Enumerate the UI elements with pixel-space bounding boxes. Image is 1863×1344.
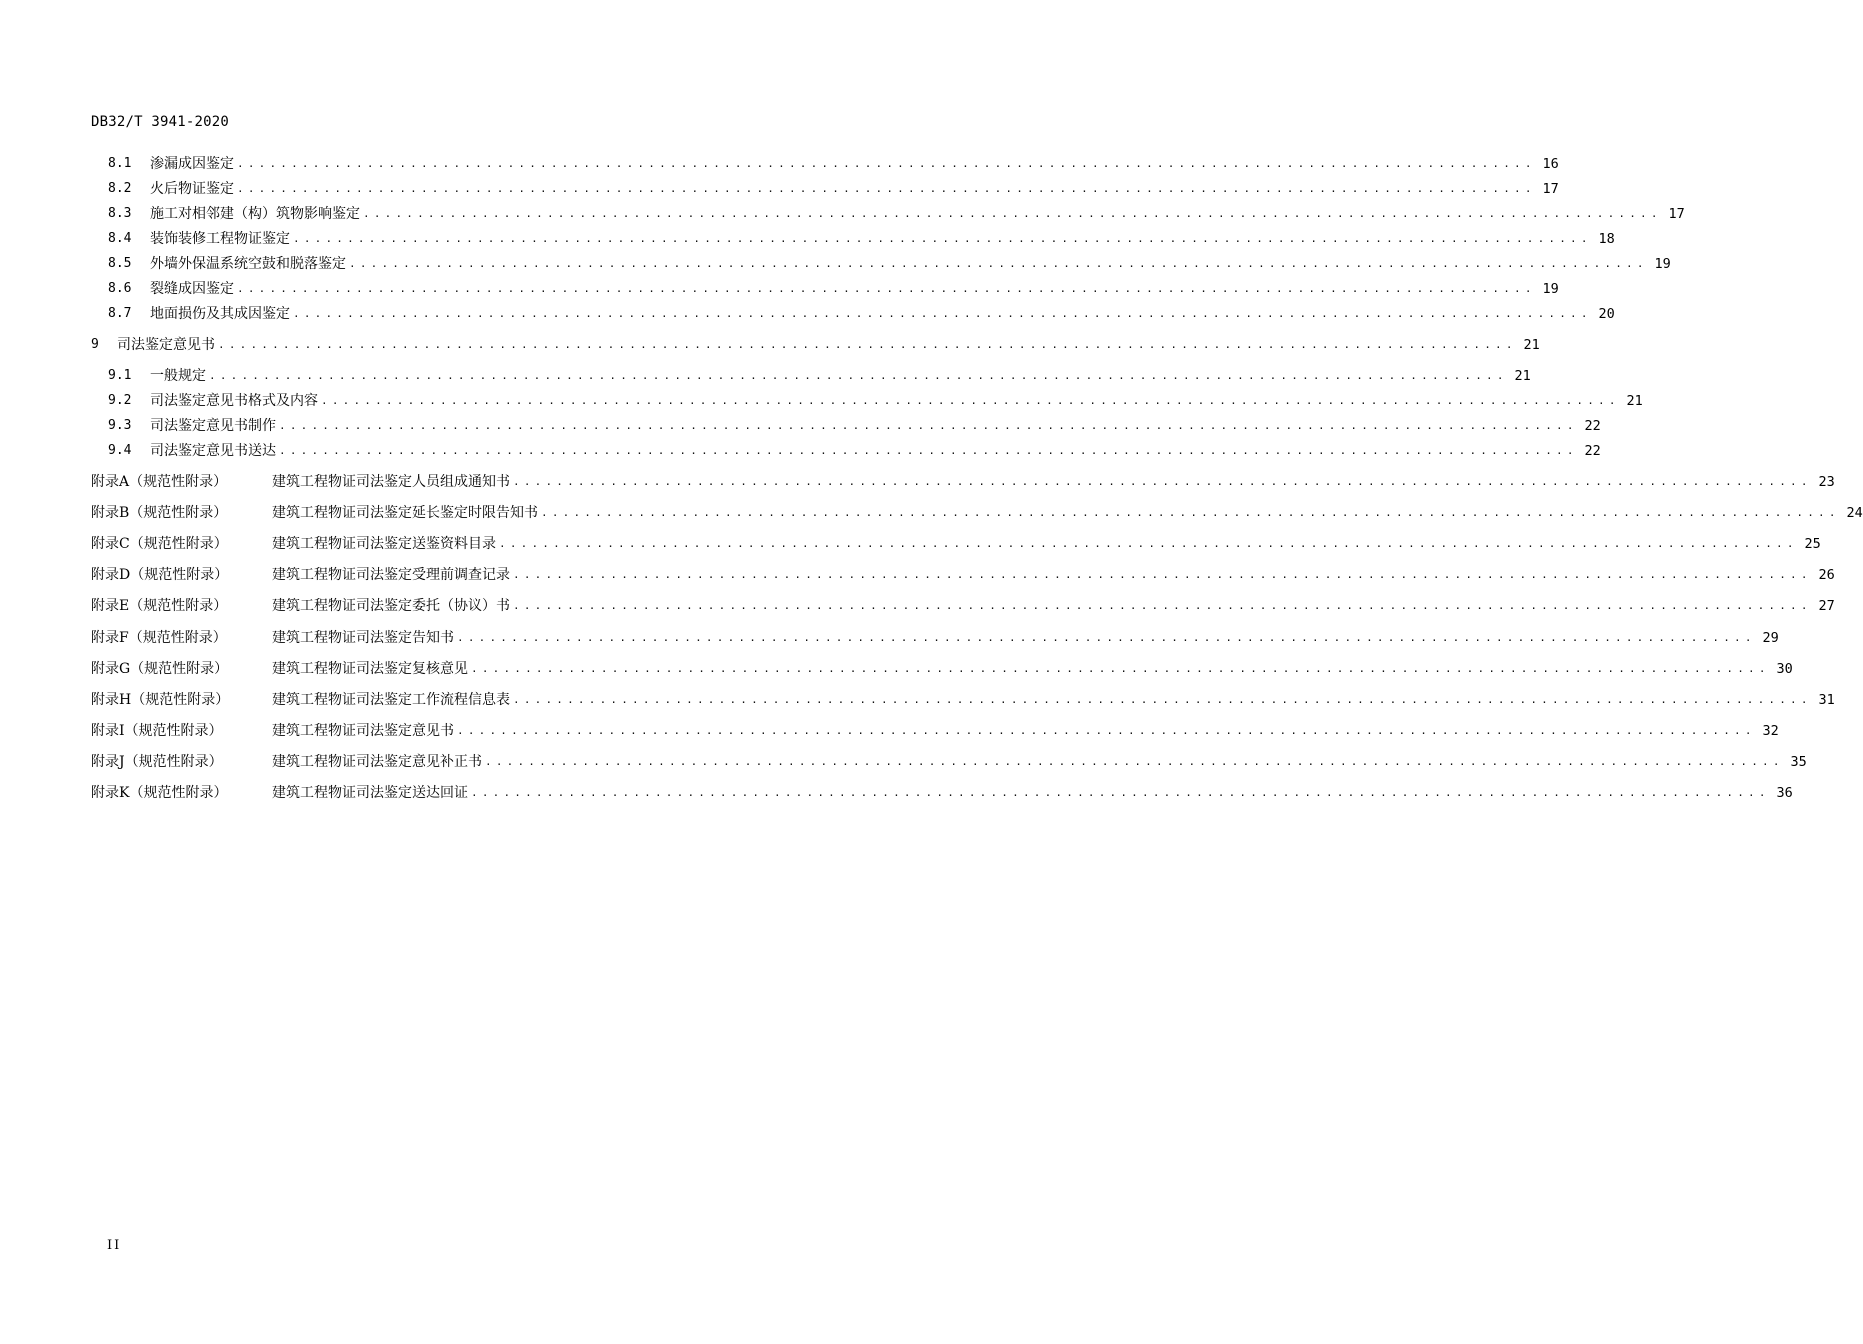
toc-entry-number: 8.4 bbox=[108, 231, 132, 246]
toc-leader-dots: ........................................................................................................................ bbox=[293, 232, 1592, 245]
toc-leader-dots: ........................................................................................................................ bbox=[499, 537, 1798, 550]
toc-entry-8-6[interactable] bbox=[91, 279, 1559, 299]
document-code-header: DB32/T 3941-2020 bbox=[91, 114, 230, 130]
toc-leader-dots: ........................................................................................................................ bbox=[321, 394, 1620, 407]
toc-entry-number: 9.4 bbox=[108, 443, 132, 458]
toc-entry-page: 17 bbox=[1542, 181, 1559, 197]
toc-entry-title: 建筑工程物证司法鉴定复核意见 bbox=[272, 661, 468, 677]
toc-leader-dots: ........................................................................................................................ bbox=[513, 568, 1812, 581]
toc-entry-title: 建筑工程物证司法鉴定委托（协议）书 bbox=[272, 598, 510, 614]
toc-entry-title: 火后物证鉴定 bbox=[150, 181, 234, 197]
toc-entry-number: 附录D（规范性附录） bbox=[91, 567, 229, 583]
toc-entry-number: 8.3 bbox=[108, 206, 132, 221]
toc-leader-dots: ........................................................................................................................ bbox=[349, 257, 1648, 270]
toc-entry-number: 附录J（规范性附录） bbox=[91, 754, 223, 770]
toc-entry-page: 16 bbox=[1542, 156, 1559, 172]
toc-entry-title: 建筑工程物证司法鉴定人员组成通知书 bbox=[272, 474, 510, 490]
toc-entry-title: 装饰装修工程物证鉴定 bbox=[150, 231, 290, 247]
toc-leader-dots: ........................................................................................................................ bbox=[471, 662, 1770, 675]
toc-entry-page: 31 bbox=[1818, 692, 1835, 708]
toc-entry-title: 建筑工程物证司法鉴定延长鉴定时限告知书 bbox=[272, 505, 538, 521]
toc-entry-page: 19 bbox=[1542, 281, 1559, 297]
toc-entry-page: 17 bbox=[1668, 206, 1685, 222]
toc-entry-number: 附录I（规范性附录） bbox=[91, 723, 223, 739]
toc-entry-page: 21 bbox=[1523, 337, 1540, 353]
toc-entry-page: 21 bbox=[1626, 393, 1643, 409]
toc-entry-page: 26 bbox=[1818, 567, 1835, 583]
toc-entry-appendix-a[interactable] bbox=[91, 472, 1835, 492]
toc-entry-8-5[interactable] bbox=[91, 254, 1671, 274]
toc-entry-title: 施工对相邻建（构）筑物影响鉴定 bbox=[150, 206, 360, 222]
toc-leader-dots: ........................................................................................................................ bbox=[457, 631, 1756, 644]
toc-entry-number: 附录C（规范性附录） bbox=[91, 536, 228, 552]
toc-leader-dots: ........................................................................................................................ bbox=[237, 182, 1536, 195]
toc-entry-8-1[interactable] bbox=[91, 154, 1559, 174]
toc-entry-title: 一般规定 bbox=[150, 368, 206, 384]
toc-entry-page: 32 bbox=[1762, 723, 1779, 739]
toc-entry-number: 8.5 bbox=[108, 256, 132, 271]
toc-entry-number: 附录F（规范性附录） bbox=[91, 630, 227, 646]
toc-leader-dots: ........................................................................................................................ bbox=[279, 419, 1578, 432]
toc-entry-appendix-b[interactable] bbox=[91, 503, 1863, 523]
toc-leader-dots: ........................................................................................................................ bbox=[513, 599, 1812, 612]
toc-entry-number: 9 bbox=[91, 337, 99, 352]
toc-entry-number: 9.3 bbox=[108, 418, 132, 433]
toc-entry-8-3[interactable] bbox=[91, 204, 1685, 224]
toc-leader-dots: ........................................................................................................................ bbox=[485, 755, 1784, 768]
toc-leader-dots: ........................................................................................................................ bbox=[471, 786, 1770, 799]
toc-entry-number: 附录K（规范性附录） bbox=[91, 785, 228, 801]
toc-leader-dots: ........................................................................................................................ bbox=[541, 506, 1840, 519]
toc-leader-dots: ........................................................................................................................ bbox=[513, 693, 1812, 706]
toc-entry-page: 35 bbox=[1790, 754, 1807, 770]
toc-entry-page: 22 bbox=[1584, 443, 1601, 459]
toc-entry-title: 司法鉴定意见书制作 bbox=[150, 418, 276, 434]
toc-entry-title: 司法鉴定意见书 bbox=[117, 337, 215, 353]
toc-entry-number: 8.7 bbox=[108, 306, 132, 321]
toc-entry-title: 外墙外保温系统空鼓和脱落鉴定 bbox=[150, 256, 346, 272]
toc-entry-number: 9.2 bbox=[108, 393, 132, 408]
toc-entry-appendix-k[interactable] bbox=[91, 783, 1793, 803]
toc-entry-page: 30 bbox=[1776, 661, 1793, 677]
toc-entry-page: 22 bbox=[1584, 418, 1601, 434]
toc-entry-9-1[interactable] bbox=[91, 366, 1531, 386]
toc-entry-title: 裂缝成因鉴定 bbox=[150, 281, 234, 297]
toc-entry-page: 21 bbox=[1514, 368, 1531, 384]
toc-entry-title: 建筑工程物证司法鉴定告知书 bbox=[272, 630, 454, 646]
toc-entry-number: 附录E（规范性附录） bbox=[91, 598, 228, 614]
toc-entry-title: 地面损伤及其成因鉴定 bbox=[150, 306, 290, 322]
toc-entry-page: 27 bbox=[1818, 598, 1835, 614]
toc-entry-number: 附录A（规范性附录） bbox=[91, 474, 228, 490]
toc-entry-appendix-d[interactable] bbox=[91, 565, 1835, 585]
toc-entry-title: 建筑工程物证司法鉴定意见补正书 bbox=[272, 754, 482, 770]
toc-entry-appendix-h[interactable] bbox=[91, 690, 1835, 710]
toc-entry-appendix-j[interactable] bbox=[91, 752, 1807, 772]
toc-entry-page: 20 bbox=[1598, 306, 1615, 322]
toc-entry-page: 24 bbox=[1846, 505, 1863, 521]
toc-entry-number: 8.2 bbox=[108, 181, 132, 196]
toc-entry-8-4[interactable] bbox=[91, 229, 1615, 249]
toc-entry-appendix-g[interactable] bbox=[91, 659, 1793, 679]
toc-entry-page: 25 bbox=[1804, 536, 1821, 552]
page-number-footer: II bbox=[107, 1238, 122, 1253]
toc-entry-appendix-e[interactable] bbox=[91, 596, 1835, 616]
toc-leader-dots: ........................................................................................................................ bbox=[363, 207, 1662, 220]
toc-entry-title: 建筑工程物证司法鉴定工作流程信息表 bbox=[272, 692, 510, 708]
toc-leader-dots: ........................................................................................................................ bbox=[209, 369, 1508, 382]
toc-entry-number: 9.1 bbox=[108, 368, 132, 383]
toc-entry-number: 附录H（规范性附录） bbox=[91, 692, 230, 708]
toc-entry-number: 8.1 bbox=[108, 156, 132, 171]
toc-leader-dots: ........................................................................................................................ bbox=[293, 307, 1592, 320]
toc-entry-number: 附录B（规范性附录） bbox=[91, 505, 228, 521]
toc-entry-9[interactable] bbox=[91, 335, 1540, 355]
toc-entry-title: 建筑工程物证司法鉴定受理前调查记录 bbox=[272, 567, 510, 583]
toc-entry-appendix-i[interactable] bbox=[91, 721, 1779, 741]
toc-leader-dots: ........................................................................................................................ bbox=[279, 444, 1578, 457]
toc-entry-page: 19 bbox=[1654, 256, 1671, 272]
toc-entry-title: 司法鉴定意见书送达 bbox=[150, 443, 276, 459]
toc-entry-appendix-c[interactable] bbox=[91, 534, 1821, 554]
toc-entry-9-3[interactable] bbox=[91, 416, 1601, 436]
toc-entry-page: 29 bbox=[1762, 630, 1779, 646]
toc-entry-page: 23 bbox=[1818, 474, 1835, 490]
toc-entry-page: 36 bbox=[1776, 785, 1793, 801]
toc-leader-dots: ........................................................................................................................ bbox=[237, 157, 1536, 170]
toc-entry-8-2[interactable] bbox=[91, 179, 1559, 199]
toc-leader-dots: ........................................................................................................................ bbox=[513, 475, 1812, 488]
toc-entry-number: 8.6 bbox=[108, 281, 132, 296]
toc-leader-dots: ........................................................................................................................ bbox=[457, 724, 1756, 737]
toc-entry-9-2[interactable] bbox=[91, 391, 1643, 411]
toc-entry-9-4[interactable] bbox=[91, 441, 1601, 461]
toc-entry-title: 司法鉴定意见书格式及内容 bbox=[150, 393, 318, 409]
toc-leader-dots: ........................................................................................................................ bbox=[218, 338, 1517, 351]
toc-entry-appendix-f[interactable] bbox=[91, 628, 1779, 648]
toc-entry-title: 建筑工程物证司法鉴定意见书 bbox=[272, 723, 454, 739]
toc-entry-8-7[interactable] bbox=[91, 304, 1615, 324]
toc-entry-title: 建筑工程物证司法鉴定送鉴资料目录 bbox=[272, 536, 496, 552]
toc-entry-title: 建筑工程物证司法鉴定送达回证 bbox=[272, 785, 468, 801]
toc-entry-title: 渗漏成因鉴定 bbox=[150, 156, 234, 172]
toc-leader-dots: ........................................................................................................................ bbox=[237, 282, 1536, 295]
toc-entry-number: 附录G（规范性附录） bbox=[91, 661, 229, 677]
toc-entry-page: 18 bbox=[1598, 231, 1615, 247]
